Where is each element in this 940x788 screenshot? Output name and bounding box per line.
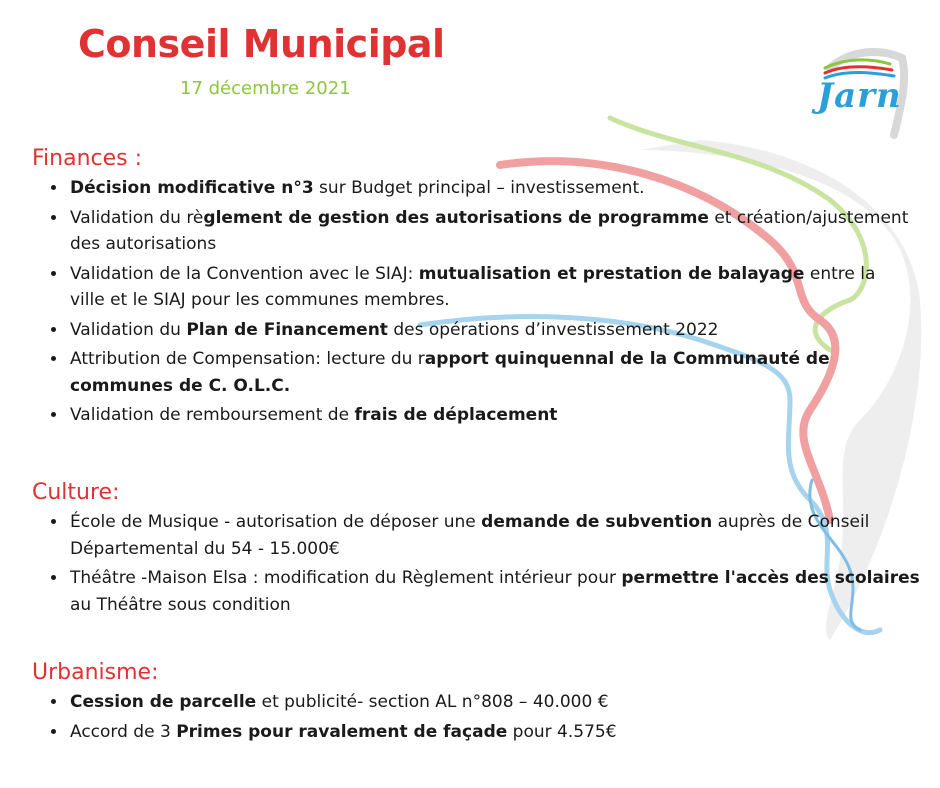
- bold-text: glement de gestion des autorisations de programme: [203, 207, 709, 228]
- section-urbanisme: [32, 660, 912, 748]
- bold-text: Cession de parcelle: [70, 692, 257, 712]
- text: auprès de Conseil Départemental du 54 - 15.000€: [70, 512, 870, 559]
- list-item: [68, 261, 912, 314]
- text: Théâtre -Maison Elsa : modification du Règlement intérieur pour: [70, 568, 622, 588]
- bold-text: mutualisation et prestation de balayage: [418, 263, 805, 284]
- bold-text: Décision modificative n°3: [70, 178, 314, 198]
- urbanisme-list: [32, 689, 912, 745]
- text: Attribution de Compensation: lecture du r: [70, 349, 425, 369]
- section-heading-urbanisme: Urbanisme:: [32, 660, 159, 685]
- bold-text: Primes pour ravalement de façade: [176, 721, 508, 742]
- meeting-date: 17 décembre 2021: [180, 78, 351, 99]
- list-item: [68, 719, 912, 746]
- page-title: Conseil Municipal: [78, 22, 445, 66]
- bold-text: apport quinquennal de la Communauté de communes de C. O.L.C.: [70, 349, 830, 396]
- text: Accord de 3: [70, 721, 177, 742]
- section-heading-finances: Finances :: [32, 146, 143, 171]
- text: sur Budget principal – investissement.: [313, 178, 645, 198]
- finances-list: [32, 175, 912, 429]
- text: entre la ville et le SIAJ pour les communes membres.: [70, 263, 876, 310]
- bold-text: Plan de Financement: [186, 319, 388, 340]
- text: Validation du: [70, 319, 187, 340]
- culture-list: [32, 509, 937, 618]
- text: et création/ajustement des autorisations: [70, 207, 909, 254]
- section-culture: [32, 480, 937, 621]
- list-item: [68, 205, 912, 258]
- list-item: [68, 509, 937, 562]
- list-item: [68, 175, 912, 202]
- text: Validation de remboursement de: [70, 405, 355, 425]
- text: Validation de la Convention avec le SIAJ:: [70, 263, 419, 284]
- section-heading-culture: Culture:: [32, 480, 120, 505]
- bold-text: demande de subvention: [481, 512, 713, 532]
- bold-text: frais de déplacement: [354, 405, 558, 425]
- list-item: [68, 689, 912, 716]
- text: pour 4.575€: [507, 721, 617, 742]
- list-item: [68, 565, 937, 618]
- text: des opérations d’investissement 2022: [387, 319, 719, 340]
- text: et publicité- section AL n°808 – 40.000 €: [256, 692, 609, 712]
- list-item: [68, 402, 912, 429]
- jarny-logo-text: Jarn: [817, 76, 902, 116]
- list-item: [68, 346, 912, 399]
- text: École de Musique - autorisation de déposer une: [70, 512, 482, 532]
- text: au Théâtre sous condition: [70, 594, 291, 615]
- text: Validation du rè: [70, 207, 204, 228]
- bold-text: permettre l'accès des scolaires: [621, 568, 920, 588]
- section-finances: [32, 146, 912, 432]
- list-item: [68, 317, 912, 344]
